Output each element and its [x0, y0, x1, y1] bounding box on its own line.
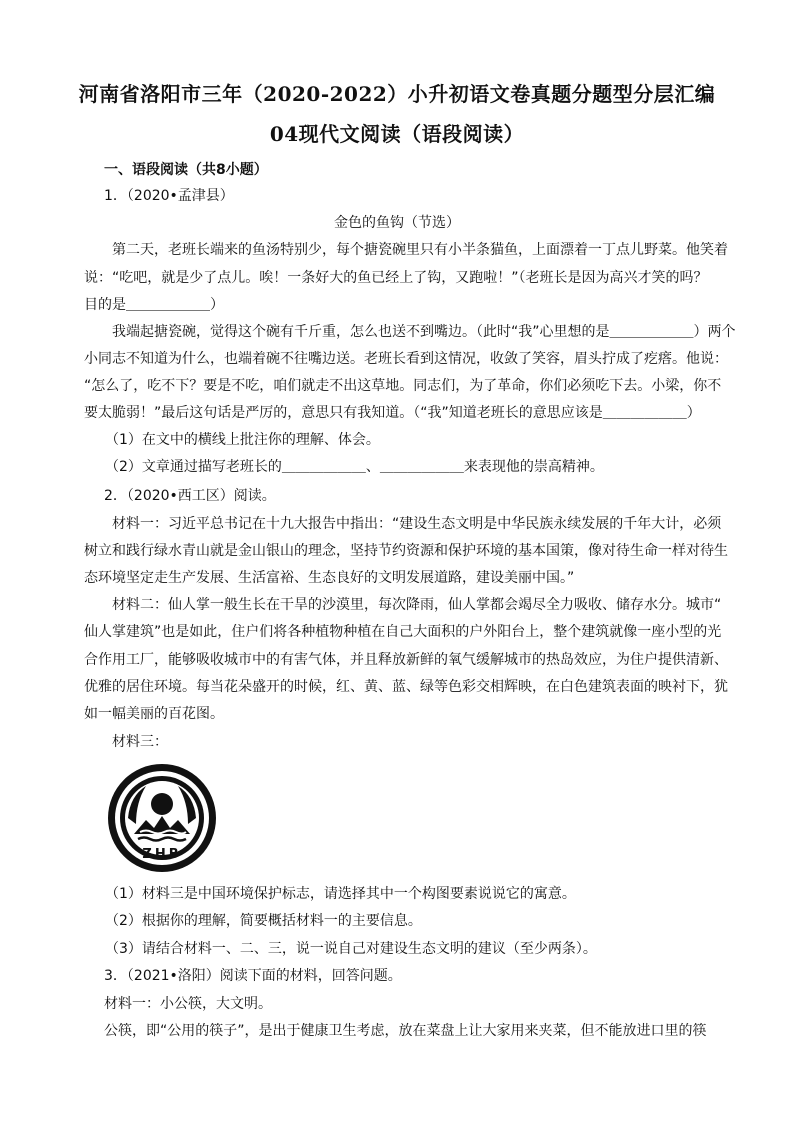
q1-line: 要太脆弱！”最后这句话是严厉的，意思只有我知道。（“我”知道老班长的意思应该是＿＿＿＿＿＿） — [84, 405, 701, 421]
q2-line: 材料二：仙人掌一般生长在干旱的沙漠里，每次降雨，仙人掌都会竭尽全力吸收、储存水分。城市“ — [84, 597, 722, 613]
question-3-header: 3．（2021•洛阳）阅读下面的材料，回答问题。 — [104, 968, 402, 984]
q1-line: 第二天，老班长端来的鱼汤特别少，每个搪瓷碗里只有小半条猫鱼，上面漂着一丁点儿野菜。他笑着 — [84, 242, 728, 258]
q1-subquestion: （2）文章通过描写老班长的＿＿＿＿＿＿、＿＿＿＿＿＿来表现他的崇高精神。 — [84, 459, 604, 475]
q1-subquestion: （1）在文中的横线上批注你的理解、体会。 — [84, 432, 380, 448]
q3-line: 材料一：小公筷，大文明。 — [104, 996, 272, 1012]
q1-line: “怎么了，吃不下？要是不吃，咱们就走不出这草地。同志们，为了革命，你们必须吃下去。小梁，你不 — [84, 378, 722, 394]
q2-line: 合作用工厂，能够吸收城市中的有害气体，并且释放新鲜的氧气缓解城市的热岛效应，为住户提供清新、 — [84, 652, 728, 668]
passage-title: 金色的鱼钩（节选） — [334, 215, 460, 231]
q2-line: 仙人掌建筑”也是如此，住户们将各种植物种植在自己大面积的户外阳台上，整个建筑就像一座小型的光 — [84, 624, 722, 640]
document-subtitle: 04现代文阅读（语段阅读） — [269, 122, 525, 146]
q1-line: 目的是＿＿＿＿＿＿） — [84, 297, 224, 313]
question-1-header: 1．（2020•孟津县） — [104, 188, 234, 204]
q2-line: 材料一：习近平总书记在十九大报告中指出：“建设生态文明是中华民族永续发展的千年大计，必须 — [84, 516, 722, 532]
question-2-header: 2．（2020•西工区）阅读。 — [104, 488, 276, 504]
q2-subquestion: （2）根据你的理解，简要概括材料一的主要信息。 — [84, 913, 422, 929]
document-title: 河南省洛阳市三年（2020-2022）小升初语文卷真题分题型分层汇编 — [78, 82, 716, 106]
q2-line: 如一幅美丽的百花图。 — [84, 706, 224, 722]
q2-material-3-label: 材料三： — [84, 734, 168, 750]
logo-text: ZHB — [142, 847, 182, 862]
environmental-protection-logo — [106, 762, 218, 874]
q1-line: 我端起搪瓷碗，觉得这个碗有千斤重，怎么也送不到嘴边。（此时“我”心里想的是＿＿＿＿＿＿）两个 — [84, 324, 736, 340]
section-header: 一、语段阅读（共8小题） — [104, 162, 268, 178]
q1-line: 说：“吃吧，就是少了点儿。唉！一条好大的鱼已经上了钩，又跑啦！”（老班长是因为高兴才笑的吗？ — [84, 270, 708, 286]
q1-line: 小同志不知道为什么，也端着碗不往嘴边送。老班长看到这情况，收敛了笑容，眉头拧成了疙瘩。他说： — [84, 351, 728, 367]
q2-line: 树立和践行绿水青山就是金山银山的理念，坚持节约资源和保护环境的基本国策，像对待生命一样对待生 — [84, 543, 728, 559]
q2-subquestion: （1）材料三是中国环境保护标志，请选择其中一个构图要素说说它的寓意。 — [84, 886, 576, 902]
q2-subquestion: （3）请结合材料一、二、三，说一说自己对建设生态文明的建议（至少两条）。 — [84, 941, 597, 957]
q3-line: 公筷，即“公用的筷子”，是出于健康卫生考虑，放在菜盘上让大家用来夹菜，但不能放进口里的筷 — [104, 1023, 707, 1039]
q2-line: 态环境坚定走生产发展、生活富裕、生态良好的文明发展道路，建设美丽中国。” — [84, 570, 575, 586]
q2-line: 优雅的居住环境。每当花朵盛开的时候，红、黄、蓝、绿等色彩交相辉映，在白色建筑表面的映衬下，犹 — [84, 679, 728, 695]
